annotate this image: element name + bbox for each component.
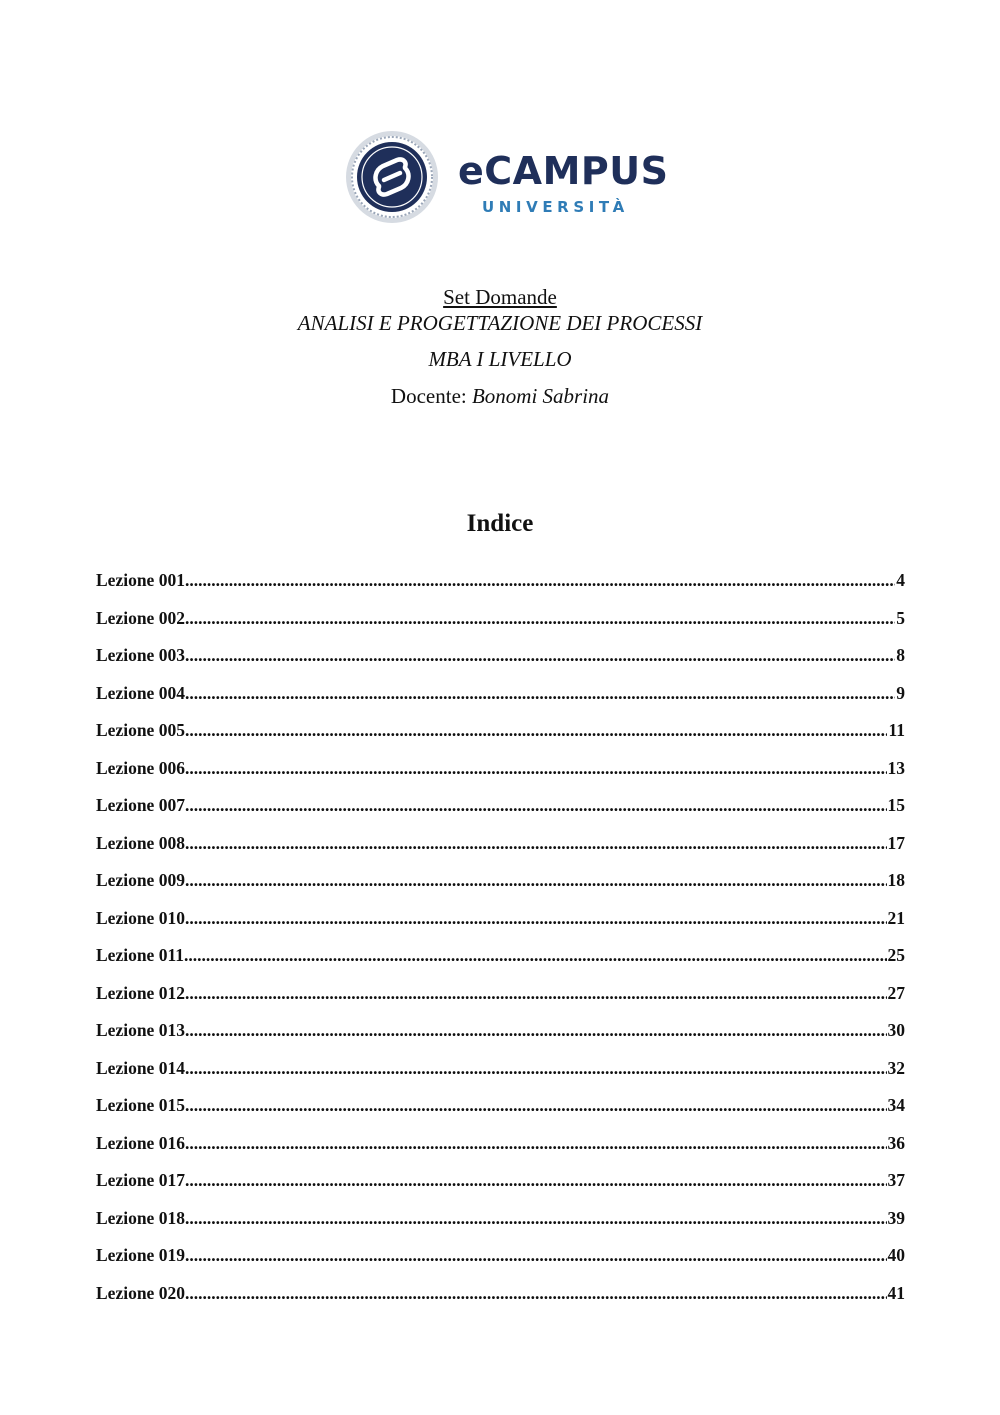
toc-entry[interactable]: [96, 1280, 905, 1318]
toc-leader-dots: [184, 942, 887, 968]
toc-entry-label: Lezione 009: [96, 870, 185, 890]
toc-entry-page: 8: [896, 645, 905, 665]
toc-leader-dots: [185, 1242, 887, 1268]
toc-entry-page: 4: [896, 570, 905, 590]
course-level: MBA I LIVELLO: [428, 347, 572, 371]
toc-entry-label: Lezione 020: [96, 1282, 185, 1303]
toc-entry-label: Lezione 015: [96, 1095, 185, 1115]
toc-leader-dots: [185, 980, 887, 1006]
set-label: Set Domande: [443, 285, 557, 309]
toc-entry[interactable]: [96, 792, 905, 830]
teacher-label: Docente:: [390, 384, 467, 408]
toc-entry-label: Lezione 006: [96, 757, 185, 778]
toc-entry[interactable]: [96, 1130, 905, 1168]
toc-entry-page: 18: [887, 870, 905, 890]
toc-leader-dots: [185, 567, 895, 593]
toc-leader-dots: [185, 1205, 887, 1231]
toc-entry-page: 27: [887, 982, 905, 1003]
toc-entry-page: 15: [887, 795, 905, 815]
toc-leader-dots: [185, 1092, 887, 1118]
logo-subtitle: UNIVERSITÀ: [482, 198, 629, 216]
logo-wordmark: eCAMPUS: [458, 149, 669, 193]
toc-entry-page: 32: [887, 1057, 905, 1078]
toc-entry-label: Lezione 014: [96, 1057, 185, 1078]
toc-entry-label: Lezione 016: [96, 1132, 185, 1153]
toc-entry[interactable]: [96, 867, 905, 905]
course-title: ANALISI E PROGETTAZIONE DEI PROCESSI: [297, 311, 703, 335]
toc-leader-dots: [185, 1130, 887, 1156]
toc-entry-label: Lezione 018: [96, 1207, 185, 1228]
toc-entry-page: 25: [887, 945, 905, 965]
toc-entry-page: 41: [887, 1282, 905, 1303]
document-header: [0, 284, 1000, 409]
toc-entry-page: 36: [887, 1132, 905, 1153]
toc-leader-dots: [185, 680, 895, 706]
toc-entry-page: 9: [896, 682, 905, 703]
toc-entry[interactable]: [96, 1242, 905, 1280]
toc-entry[interactable]: [96, 680, 905, 718]
toc-entry-page: 39: [887, 1207, 905, 1228]
toc-entry-label: Lezione 010: [96, 907, 185, 928]
toc-leader-dots: [185, 755, 887, 781]
toc-leader-dots: [185, 792, 887, 818]
ecampus-seal-icon: [345, 130, 439, 224]
toc-leader-dots: [185, 1167, 887, 1193]
toc-leader-dots: [185, 605, 895, 631]
toc-entry-page: 40: [887, 1245, 905, 1265]
toc-leader-dots: [185, 1055, 887, 1081]
toc-title: Indice: [466, 510, 534, 537]
toc-entry-label: Lezione 008: [96, 832, 185, 853]
toc-entry-page: 37: [887, 1170, 905, 1190]
toc-leader-dots: [185, 717, 888, 743]
table-of-contents: [96, 567, 905, 1317]
toc-entry-label: Lezione 007: [96, 795, 185, 815]
toc-entry-label: Lezione 003: [96, 645, 185, 665]
toc-entry[interactable]: [96, 1055, 905, 1093]
toc-entry-label: Lezione 005: [96, 720, 185, 740]
toc-entry[interactable]: [96, 905, 905, 943]
toc-entry[interactable]: [96, 642, 905, 680]
toc-entry[interactable]: [96, 830, 905, 868]
toc-entry-label: Lezione 013: [96, 1020, 185, 1040]
toc-entry[interactable]: [96, 1167, 905, 1205]
toc-entry[interactable]: [96, 717, 905, 755]
toc-entry-page: 30: [887, 1020, 905, 1040]
toc-entry-label: Lezione 011: [96, 945, 184, 965]
toc-entry[interactable]: [96, 980, 905, 1018]
toc-leader-dots: [185, 1280, 887, 1306]
toc-leader-dots: [185, 1017, 887, 1043]
toc-entry-page: 34: [887, 1095, 905, 1115]
teacher-name: Bonomi Sabrina: [471, 384, 610, 408]
teacher-line: [0, 383, 1000, 409]
toc-entry-label: Lezione 019: [96, 1245, 185, 1265]
toc-entry-page: 21: [887, 907, 905, 928]
toc-entry[interactable]: [96, 942, 905, 980]
ecampus-logo: [345, 130, 669, 225]
toc-entry-page: 13: [887, 757, 905, 778]
toc-entry-label: Lezione 001: [96, 570, 185, 590]
toc-leader-dots: [185, 642, 895, 668]
toc-entry-label: Lezione 002: [96, 607, 185, 628]
toc-entry[interactable]: [96, 1205, 905, 1243]
toc-entry-page: 17: [887, 832, 905, 853]
toc-leader-dots: [185, 905, 887, 931]
toc-entry-page: 11: [888, 720, 905, 740]
toc-entry[interactable]: [96, 605, 905, 643]
toc-entry-page: 5: [896, 607, 905, 628]
toc-entry-label: Lezione 004: [96, 682, 185, 703]
toc-entry-label: Lezione 017: [96, 1170, 185, 1190]
toc-entry[interactable]: [96, 1017, 905, 1055]
toc-entry[interactable]: [96, 1092, 905, 1130]
toc-entry-label: Lezione 012: [96, 982, 185, 1003]
toc-entry[interactable]: [96, 567, 905, 605]
toc-leader-dots: [185, 830, 887, 856]
toc-leader-dots: [185, 867, 887, 893]
toc-entry[interactable]: [96, 755, 905, 793]
